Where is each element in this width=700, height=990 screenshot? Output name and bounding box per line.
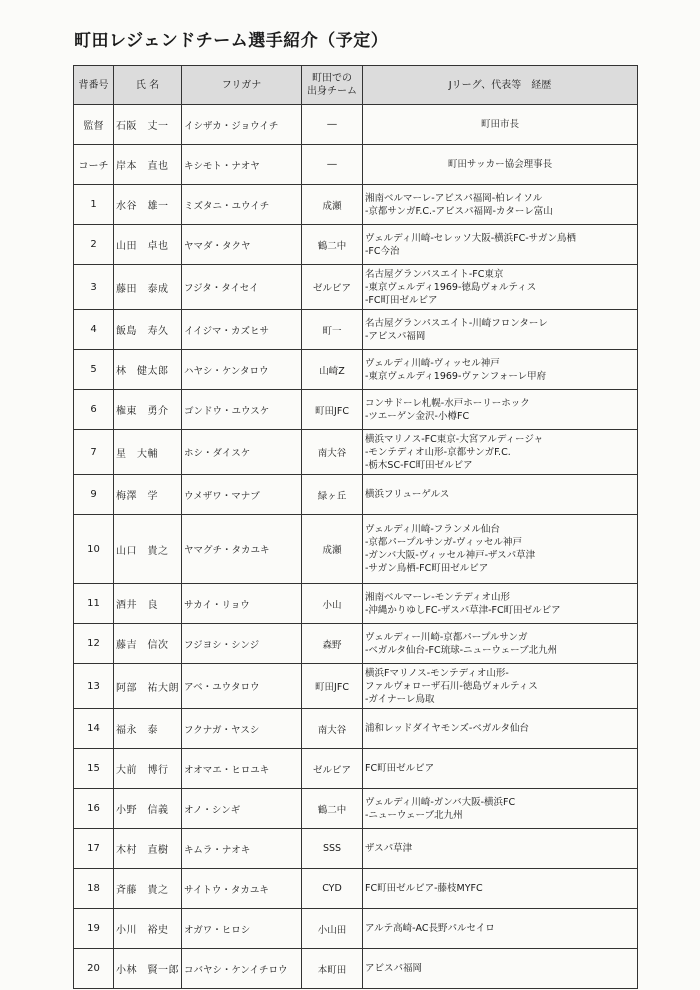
career-line: 町田市長 — [480, 119, 519, 130]
player-career — [363, 709, 638, 749]
player-name: 小川 裕史 — [114, 909, 182, 949]
player-furigana: サカイ・リョウ — [182, 584, 302, 624]
table-row — [74, 225, 638, 265]
player-home-team: ゼルビア — [302, 265, 363, 310]
career-line: アビスパ福岡 — [365, 963, 423, 974]
player-career — [363, 390, 638, 430]
header-home-team-line2: 出身チーム — [307, 86, 357, 97]
career-line: 横浜フリューゲルス — [365, 489, 450, 500]
player-home-team: ― — [302, 145, 363, 185]
table-row — [74, 515, 638, 584]
player-furigana: オノ・シンギ — [182, 789, 302, 829]
header-home-team-line1: 町田での — [312, 73, 352, 84]
player-home-team: 南大谷 — [302, 709, 363, 749]
player-career — [363, 265, 638, 310]
player-furigana: オオマエ・ヒロユキ — [182, 749, 302, 789]
player-furigana: キムラ・ナオキ — [182, 829, 302, 869]
player-furigana: ウメザワ・マナブ — [182, 475, 302, 515]
player-name: 権東 勇介 — [114, 390, 182, 430]
header-career: Jリーグ、代表等 経歴 — [363, 66, 638, 105]
player-furigana: アベ・ユウタロウ — [182, 664, 302, 709]
table-row — [74, 949, 638, 989]
player-furigana: ヤマグチ・タカユキ — [182, 515, 302, 584]
player-name: 石阪 丈一 — [114, 105, 182, 145]
career-line: -ニューウェーブ北九州 — [365, 809, 463, 821]
career-line: -ガンバ大阪-ヴィッセル神戸-ザスパ草津 — [365, 550, 536, 561]
career-line: コンサドーレ札幌-水戸ホーリーホック — [365, 397, 530, 409]
player-name: 斉藤 貴之 — [114, 869, 182, 909]
player-career — [363, 350, 638, 390]
table-row — [74, 265, 638, 310]
player-number: 17 — [74, 829, 114, 869]
player-name: 藤吉 信次 — [114, 624, 182, 664]
player-furigana: フジタ・タイセイ — [182, 265, 302, 310]
player-furigana: イイジマ・カズヒサ — [182, 310, 302, 350]
table-row — [74, 430, 638, 475]
table-header-row — [74, 66, 638, 105]
player-name: 飯島 寿久 — [114, 310, 182, 350]
player-number: 3 — [74, 265, 114, 310]
player-number: 監督 — [74, 105, 114, 145]
career-line: -FC今治 — [365, 245, 400, 257]
career-line: 名古屋グランパスエイト-川崎フロンターレ — [365, 317, 548, 329]
page-title: 町田レジェンドチーム選手紹介（予定） — [74, 31, 389, 51]
table-row — [74, 185, 638, 225]
player-career — [363, 789, 638, 829]
player-number: 19 — [74, 909, 114, 949]
player-number: 4 — [74, 310, 114, 350]
player-career — [363, 749, 638, 789]
player-furigana: フジヨシ・シンジ — [182, 624, 302, 664]
table-row — [74, 664, 638, 709]
player-furigana: ゴンドウ・ユウスケ — [182, 390, 302, 430]
player-home-team: 町一 — [302, 310, 363, 350]
player-home-team: CYD — [302, 869, 363, 909]
career-line: -ツエーゲン金沢-小樽FC — [365, 410, 470, 422]
header-furigana: フリガナ — [182, 66, 302, 105]
player-name: 藤田 泰成 — [114, 265, 182, 310]
career-line: ザスパ草津 — [365, 843, 413, 854]
career-line: ヴェルディ川崎-フランメル仙台 — [365, 524, 501, 535]
player-furigana: オガワ・ヒロシ — [182, 909, 302, 949]
player-number: 18 — [74, 869, 114, 909]
table-row — [74, 749, 638, 789]
player-number: 13 — [74, 664, 114, 709]
career-line: FC町田ゼルビア-藤枝MYFC — [365, 883, 483, 894]
player-career — [363, 515, 638, 584]
table-row — [74, 869, 638, 909]
career-line: -モンテディオ山形-京都サンガF.C. — [365, 446, 511, 458]
career-line: -ベガルタ仙台-FC琉球-ニューウェーブ北九州 — [365, 644, 558, 656]
career-line: 横浜Fマリノス-モンテディオ山形- — [365, 667, 509, 679]
header-home-team — [302, 66, 363, 105]
player-career — [363, 909, 638, 949]
player-furigana: ヤマダ・タクヤ — [182, 225, 302, 265]
player-name: 小野 信義 — [114, 789, 182, 829]
career-line: アルテ高崎-AC長野パルセイロ — [365, 923, 495, 934]
table-row — [74, 624, 638, 664]
player-furigana: コバヤシ・ケンイチロウ — [182, 949, 302, 989]
player-name: 水谷 雄一 — [114, 185, 182, 225]
career-line: -東京ヴェルディ1969-徳島ヴォルティス — [365, 281, 537, 293]
player-home-team: 森野 — [302, 624, 363, 664]
career-line: -栃木SC-FC町田ゼルビア — [365, 459, 473, 471]
player-number: 7 — [74, 430, 114, 475]
header-number: 背番号 — [74, 66, 114, 105]
career-line: -サガン鳥栖-FC町田ゼルビア — [365, 563, 489, 574]
player-furigana: フクナガ・ヤスシ — [182, 709, 302, 749]
career-line: ファルヴォローザ石川-徳島ヴォルティス — [365, 680, 538, 692]
career-line: -アビスパ福岡 — [365, 330, 426, 342]
player-home-team: 成瀬 — [302, 185, 363, 225]
player-home-team: 本町田 — [302, 949, 363, 989]
player-number: 6 — [74, 390, 114, 430]
career-line: -ガイナーレ鳥取 — [365, 693, 435, 705]
player-number: 14 — [74, 709, 114, 749]
career-line: -京都パープルサンガ-ヴィッセル神戸 — [365, 537, 522, 548]
header-name: 氏 名 — [114, 66, 182, 105]
player-career — [363, 584, 638, 624]
player-career — [363, 869, 638, 909]
career-line: ヴェルディー川崎-京都パープルサンガ — [365, 631, 528, 643]
player-furigana: サイトウ・タカユキ — [182, 869, 302, 909]
player-home-team: 小山田 — [302, 909, 363, 949]
player-home-team: 鶴二中 — [302, 225, 363, 265]
player-career — [363, 949, 638, 989]
player-career — [363, 664, 638, 709]
player-career — [363, 225, 638, 265]
player-name: 岸本 直也 — [114, 145, 182, 185]
career-line: -京都サンガF.C.-アビスパ福岡-カターレ富山 — [365, 205, 553, 217]
career-line: ヴェルディ川崎-セレッソ大阪-横浜FC-サガン鳥栖 — [365, 232, 576, 244]
roster-body — [74, 105, 638, 989]
player-furigana: イシザカ・ジョウイチ — [182, 105, 302, 145]
player-roster-table — [73, 65, 638, 989]
player-home-team: 町田JFC — [302, 664, 363, 709]
table-row — [74, 105, 638, 145]
career-line: 浦和レッドダイヤモンズ-ベガルタ仙台 — [365, 723, 529, 734]
player-career — [363, 105, 638, 145]
player-number: 15 — [74, 749, 114, 789]
player-career — [363, 475, 638, 515]
player-number: 5 — [74, 350, 114, 390]
table-row — [74, 390, 638, 430]
career-line: 湘南ベルマーレ-アビスパ福岡-柏レイソル — [365, 192, 543, 204]
player-home-team: 山崎Z — [302, 350, 363, 390]
player-number: 20 — [74, 949, 114, 989]
player-furigana: キシモト・ナオヤ — [182, 145, 302, 185]
player-home-team: ― — [302, 105, 363, 145]
player-name: 林 健太郎 — [114, 350, 182, 390]
career-line: FC町田ゼルビア — [365, 763, 435, 774]
table-row — [74, 909, 638, 949]
player-home-team: SSS — [302, 829, 363, 869]
table-row — [74, 310, 638, 350]
player-career — [363, 829, 638, 869]
player-career — [363, 145, 638, 185]
table-row — [74, 709, 638, 749]
career-line: -FC町田ゼルビア — [365, 294, 438, 306]
player-name: 酒井 良 — [114, 584, 182, 624]
player-number: 9 — [74, 475, 114, 515]
career-line: -沖縄かりゆしFC-ザスパ草津-FC町田ゼルビア — [365, 604, 561, 616]
player-number: 1 — [74, 185, 114, 225]
player-number: コーチ — [74, 145, 114, 185]
player-number: 2 — [74, 225, 114, 265]
table-row — [74, 145, 638, 185]
player-name: 梅澤 学 — [114, 475, 182, 515]
career-line: 湘南ベルマーレ-モンテディオ山形 — [365, 591, 510, 603]
table-row — [74, 350, 638, 390]
player-furigana: ハヤシ・ケンタロウ — [182, 350, 302, 390]
table-row — [74, 829, 638, 869]
table-row — [74, 789, 638, 829]
career-line: 横浜マリノス-FC東京-大宮アルディージャ — [365, 433, 544, 445]
player-number: 11 — [74, 584, 114, 624]
career-line: -東京ヴェルディ1969-ヴァンフォーレ甲府 — [365, 370, 547, 382]
player-home-team: 小山 — [302, 584, 363, 624]
player-number: 10 — [74, 515, 114, 584]
career-line: 町田サッカー協会理事長 — [447, 159, 553, 170]
player-name: 阿部 祐大朗 — [114, 664, 182, 709]
player-home-team: ゼルビア — [302, 749, 363, 789]
player-furigana: ミズタニ・ユウイチ — [182, 185, 302, 225]
player-furigana: ホシ・ダイスケ — [182, 430, 302, 475]
player-home-team: 南大谷 — [302, 430, 363, 475]
player-number: 16 — [74, 789, 114, 829]
player-home-team: 鶴二中 — [302, 789, 363, 829]
player-home-team: 緑ヶ丘 — [302, 475, 363, 515]
career-line: ヴェルディ川崎-ガンバ大阪-横浜FC — [365, 796, 516, 808]
player-name: 山田 卓也 — [114, 225, 182, 265]
table-row — [74, 475, 638, 515]
player-career — [363, 185, 638, 225]
table-row — [74, 584, 638, 624]
player-name: 星 大輔 — [114, 430, 182, 475]
player-name: 山口 貴之 — [114, 515, 182, 584]
player-career — [363, 430, 638, 475]
player-career — [363, 310, 638, 350]
career-line: ヴェルディ川崎-ヴィッセル神戸 — [365, 357, 500, 369]
player-number: 12 — [74, 624, 114, 664]
player-name: 小林 賢一郎 — [114, 949, 182, 989]
player-career — [363, 624, 638, 664]
player-name: 大前 博行 — [114, 749, 182, 789]
player-name: 木村 直樹 — [114, 829, 182, 869]
player-name: 福永 泰 — [114, 709, 182, 749]
career-line: 名古屋グランパスエイト-FC東京 — [365, 268, 504, 280]
player-home-team: 町田JFC — [302, 390, 363, 430]
player-home-team: 成瀬 — [302, 515, 363, 584]
